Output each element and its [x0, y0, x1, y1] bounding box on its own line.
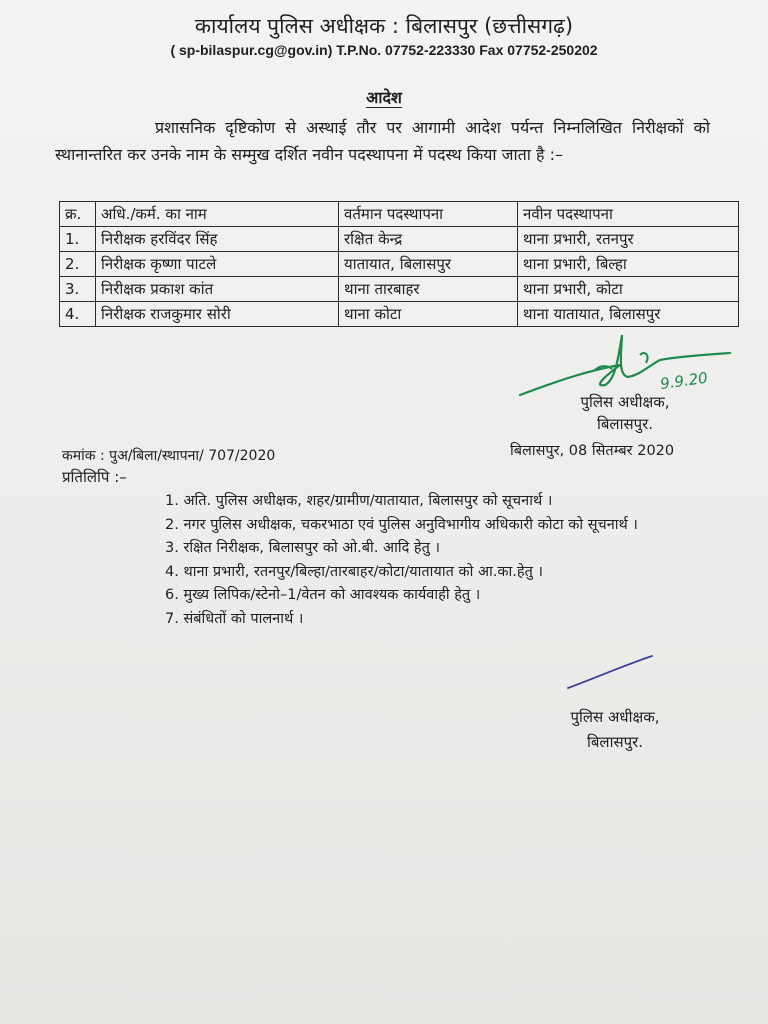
table-header-row — [60, 202, 739, 227]
header-serial: क्र. — [60, 202, 96, 227]
header-current-posting: वर्तमान पदस्थापना — [339, 202, 518, 227]
signatory-designation: पुलिस अधीक्षक, — [580, 393, 670, 411]
copy-label: प्रतिलिपि :– — [62, 468, 127, 486]
list-item: 4. थाना प्रभारी, रतनपुर/बिल्हा/तारबाहर/कोटा/यातायात को आ.का.हेतु । — [165, 563, 543, 580]
row-current-posting: रक्षित केन्द्र — [339, 227, 518, 252]
row-new-posting: थाना प्रभारी, बिल्हा — [518, 252, 739, 277]
list-item: 3. रक्षित निरीक्षक, बिलासपुर को ओ.बी. आदि हेतु । — [165, 540, 440, 556]
order-date: बिलासपुर, 08 सितम्बर 2020 — [510, 443, 675, 459]
row-name: निरीक्षक प्रकाश कांत — [96, 277, 339, 302]
reference-number: कमांक : पुअ/बिला/स्थापना/ 707/2020 — [62, 448, 276, 464]
signatory2-place: बिलासपुर. — [586, 733, 644, 751]
table-row — [60, 277, 739, 302]
signature-stroke — [560, 650, 660, 695]
row-new-posting: थाना यातायात, बिलासपुर — [518, 302, 739, 327]
transfer-table — [59, 201, 739, 327]
row-name: निरीक्षक राजकुमार सोरी — [96, 302, 339, 327]
order-intro: प्रशासनिक दृष्टिकोण से अस्थाई तौर पर आगामी आदेश पर्यन्त निम्नलिखित निरीक्षकों को स्थानान्तरित कर उनके नाम के सम्मुख दर्शित नवीन पदस्थापना में पदस्थ किया जाता है :– — [55, 118, 710, 164]
signatory-place: बिलासपुर. — [596, 415, 654, 433]
header-name: अधि./कर्म. का नाम — [96, 202, 339, 227]
header-new-posting: नवीन पदस्थापना — [518, 202, 739, 227]
office-title: कार्यालय पुलिस अधीक्षक : बिलासपुर (छत्तीसगढ़) — [194, 14, 574, 38]
row-current-posting: थाना कोटा — [339, 302, 518, 327]
row-new-posting: थाना प्रभारी, कोटा — [518, 277, 739, 302]
list-item: 6. मुख्य लिपिक/स्टेनो–1/वेतन को आवश्यक कार्यवाही हेतु । — [165, 587, 481, 603]
copy-list — [165, 490, 725, 631]
row-serial: 2. — [60, 252, 96, 277]
list-item: 2. नगर पुलिस अधीक्षक, चकरभाठा एवं पुलिस अनुविभागीय अधिकारी कोटा को सूचनार्थ । — [165, 516, 638, 533]
row-serial: 4. — [60, 302, 96, 327]
table-row — [60, 227, 739, 252]
contact-line: ( sp-bilaspur.cg@gov.in) T.P.No. 07752-223330 Fax 07752-250202 — [170, 42, 598, 58]
list-item: 1. अति. पुलिस अधीक्षक, शहर/ग्रामीण/यातायात, बिलासपुर को सूचनार्थ । — [165, 493, 553, 509]
signature-date: 9.9.20 — [659, 368, 709, 394]
row-serial: 3. — [60, 277, 96, 302]
row-current-posting: थाना तारबाहर — [339, 277, 518, 302]
order-heading — [0, 86, 768, 108]
row-serial: 1. — [60, 227, 96, 252]
table-row — [60, 252, 739, 277]
row-name: निरीक्षक कृष्णा पाटले — [96, 252, 339, 277]
row-current-posting: यातायात, बिलासपुर — [339, 252, 518, 277]
row-new-posting: थाना प्रभारी, रतनपुर — [518, 227, 739, 252]
table-row — [60, 302, 739, 327]
list-item: 7. संबंधितों को पालनार्थ । — [165, 610, 304, 627]
order-heading-text: आदेश — [366, 88, 402, 107]
signatory2-designation: पुलिस अधीक्षक, — [570, 708, 660, 726]
row-name: निरीक्षक हरविंदर सिंह — [96, 227, 339, 252]
